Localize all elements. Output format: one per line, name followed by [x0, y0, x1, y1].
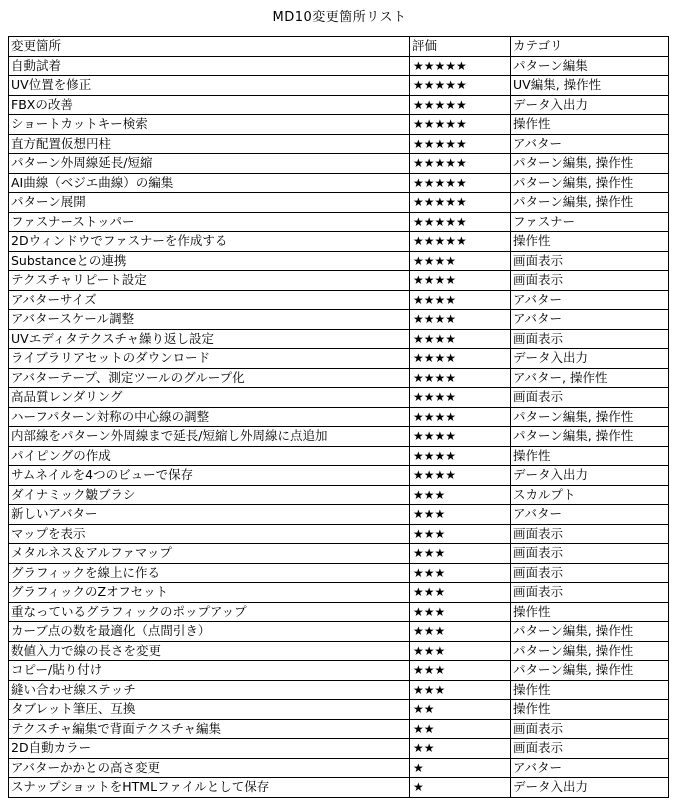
table-row — [9, 134, 669, 154]
rating-cell: ★★★★ — [410, 407, 511, 427]
category-cell: 画面表示 — [511, 524, 669, 544]
rating-cell: ★★★ — [410, 661, 511, 681]
category-cell: 画面表示 — [511, 251, 669, 271]
item-cell: UV位置を修正 — [9, 76, 410, 96]
item-cell: 2Dウィンドウでファスナーを作成する — [9, 232, 410, 252]
item-cell: グラフィックのZオフセット — [9, 583, 410, 603]
table-row — [9, 193, 669, 213]
rating-cell: ★★★ — [410, 680, 511, 700]
table-row — [9, 212, 669, 232]
item-cell: 重なっているグラフィックのポップアップ — [9, 602, 410, 622]
rating-cell: ★★ — [410, 739, 511, 759]
header-row — [9, 37, 669, 57]
rating-cell: ★★★★★ — [410, 56, 511, 76]
rating-cell: ★★★★★ — [410, 115, 511, 135]
rating-cell: ★★★★★ — [410, 232, 511, 252]
rating-cell: ★★★★ — [410, 329, 511, 349]
item-cell: アバターテープ、測定ツールのグループ化 — [9, 368, 410, 388]
rating-cell: ★★★ — [410, 505, 511, 525]
category-cell: アバター — [511, 134, 669, 154]
category-cell: 操作性 — [511, 446, 669, 466]
item-cell: アバタースケール調整 — [9, 310, 410, 330]
table-row — [9, 290, 669, 310]
category-cell: 操作性 — [511, 115, 669, 135]
rating-cell: ★★★★★ — [410, 193, 511, 213]
category-cell: パターン編集, 操作性 — [511, 661, 669, 681]
item-cell: ファスナーストッパー — [9, 212, 410, 232]
table-row — [9, 700, 669, 720]
header-category: カテゴリ — [511, 37, 669, 57]
category-cell: 画面表示 — [511, 583, 669, 603]
table-row — [9, 329, 669, 349]
item-cell: 縫い合わせ線ステッチ — [9, 680, 410, 700]
item-cell: Substanceとの連携 — [9, 251, 410, 271]
rating-cell: ★★★★ — [410, 251, 511, 271]
item-cell: UVエディタテクスチャ繰り返し設定 — [9, 329, 410, 349]
item-cell: パイピングの作成 — [9, 446, 410, 466]
table-row — [9, 563, 669, 583]
table-row — [9, 368, 669, 388]
category-cell: パターン編集, 操作性 — [511, 427, 669, 447]
item-cell: アバターサイズ — [9, 290, 410, 310]
rating-cell: ★★★ — [410, 485, 511, 505]
rating-cell: ★★★★ — [410, 388, 511, 408]
table-row — [9, 232, 669, 252]
item-cell: ショートカットキー検索 — [9, 115, 410, 135]
table-row — [9, 173, 669, 193]
table-row — [9, 758, 669, 778]
item-cell: ハーフパターン対称の中心線の調整 — [9, 407, 410, 427]
rating-cell: ★★★★ — [410, 427, 511, 447]
table-row — [9, 310, 669, 330]
item-cell: サムネイルを4つのビューで保存 — [9, 466, 410, 486]
table-row — [9, 56, 669, 76]
item-cell: 高品質レンダリング — [9, 388, 410, 408]
category-cell: 画面表示 — [511, 563, 669, 583]
category-cell: アバター, 操作性 — [511, 368, 669, 388]
category-cell: UV編集, 操作性 — [511, 76, 669, 96]
header-rating: 評価 — [410, 37, 511, 57]
table-row — [9, 388, 669, 408]
table-row — [9, 661, 669, 681]
item-cell: テクスチャ編集で背面テクスチャ編集 — [9, 719, 410, 739]
item-cell: AI曲線（ベジエ曲線）の編集 — [9, 173, 410, 193]
item-cell: ライブラリアセットのダウンロード — [9, 349, 410, 369]
item-cell: 自動試着 — [9, 56, 410, 76]
category-cell: パターン編集 — [511, 56, 669, 76]
table-row — [9, 719, 669, 739]
page-title: MD10変更箇所リスト — [272, 10, 407, 25]
item-cell: FBXの改善 — [9, 95, 410, 115]
table-row — [9, 446, 669, 466]
item-cell: 直方配置仮想円柱 — [9, 134, 410, 154]
category-cell: パターン編集, 操作性 — [511, 641, 669, 661]
category-cell: パターン編集, 操作性 — [511, 193, 669, 213]
table-row — [9, 349, 669, 369]
rating-cell: ★★★★★ — [410, 76, 511, 96]
item-cell: ダイナミック皺ブラシ — [9, 485, 410, 505]
table-row — [9, 680, 669, 700]
category-cell: 操作性 — [511, 232, 669, 252]
rating-cell: ★★★ — [410, 641, 511, 661]
item-cell: 数値入力で線の長さを変更 — [9, 641, 410, 661]
category-cell: パターン編集, 操作性 — [511, 407, 669, 427]
category-cell: 画面表示 — [511, 739, 669, 759]
rating-cell: ★★★ — [410, 544, 511, 564]
header-item: 変更箇所 — [9, 37, 410, 57]
table-row — [9, 524, 669, 544]
rating-cell: ★★★ — [410, 622, 511, 642]
rating-cell: ★★ — [410, 700, 511, 720]
table-row — [9, 427, 669, 447]
rating-cell: ★★★★ — [410, 349, 511, 369]
category-cell: データ入出力 — [511, 349, 669, 369]
category-cell: 操作性 — [511, 602, 669, 622]
category-cell: データ入出力 — [511, 466, 669, 486]
category-cell: 画面表示 — [511, 544, 669, 564]
rating-cell: ★★★ — [410, 602, 511, 622]
table-row — [9, 154, 669, 174]
category-cell: パターン編集, 操作性 — [511, 154, 669, 174]
item-cell: メタルネス＆アルファマップ — [9, 544, 410, 564]
category-cell: アバター — [511, 505, 669, 525]
table-row — [9, 622, 669, 642]
category-cell: スカルプト — [511, 485, 669, 505]
rating-cell: ★★★★ — [410, 466, 511, 486]
rating-cell: ★★★★★ — [410, 173, 511, 193]
category-cell: アバター — [511, 290, 669, 310]
table-row — [9, 466, 669, 486]
item-cell: 内部線をパターン外周線まで延長/短縮し外周線に点追加 — [9, 427, 410, 447]
item-cell: 2D自動カラー — [9, 739, 410, 759]
category-cell: 操作性 — [511, 680, 669, 700]
item-cell: スナップショットをHTMLファイルとして保存 — [9, 778, 410, 798]
table-row — [9, 95, 669, 115]
table-row — [9, 115, 669, 135]
category-cell: 画面表示 — [511, 388, 669, 408]
rating-cell: ★★★★ — [410, 368, 511, 388]
item-cell: 新しいアバター — [9, 505, 410, 525]
item-cell: コピー/貼り付け — [9, 661, 410, 681]
category-cell: データ入出力 — [511, 778, 669, 798]
rating-cell: ★★★★★ — [410, 95, 511, 115]
rating-cell: ★★★★★ — [410, 154, 511, 174]
category-cell: 操作性 — [511, 700, 669, 720]
category-cell: 画面表示 — [511, 329, 669, 349]
item-cell: マップを表示 — [9, 524, 410, 544]
rating-cell: ★★★★ — [410, 290, 511, 310]
category-cell: アバター — [511, 758, 669, 778]
change-list-table — [8, 36, 669, 798]
table-row — [9, 641, 669, 661]
category-cell: 画面表示 — [511, 271, 669, 291]
table-row — [9, 271, 669, 291]
item-cell: パターン外周線延長/短縮 — [9, 154, 410, 174]
item-cell: テクスチャリピート設定 — [9, 271, 410, 291]
rating-cell: ★★★★ — [410, 310, 511, 330]
item-cell: グラフィックを線上に作る — [9, 563, 410, 583]
item-cell: タブレット筆圧、互換 — [9, 700, 410, 720]
category-cell: パターン編集, 操作性 — [511, 622, 669, 642]
rating-cell: ★★★ — [410, 563, 511, 583]
table-row — [9, 778, 669, 798]
table-row — [9, 544, 669, 564]
rating-cell: ★ — [410, 758, 511, 778]
rating-cell: ★★★ — [410, 524, 511, 544]
rating-cell: ★★★★ — [410, 446, 511, 466]
table-row — [9, 76, 669, 96]
table-row — [9, 602, 669, 622]
category-cell: アバター — [511, 310, 669, 330]
category-cell: パターン編集, 操作性 — [511, 173, 669, 193]
table-row — [9, 485, 669, 505]
item-cell: アバターかかとの高さ変更 — [9, 758, 410, 778]
rating-cell: ★★ — [410, 719, 511, 739]
table-row — [9, 251, 669, 271]
category-cell: ファスナー — [511, 212, 669, 232]
rating-cell: ★ — [410, 778, 511, 798]
rating-cell: ★★★ — [410, 583, 511, 603]
table-row — [9, 505, 669, 525]
category-cell: データ入出力 — [511, 95, 669, 115]
item-cell: カーブ点の数を最適化（点間引き） — [9, 622, 410, 642]
item-cell: パターン展開 — [9, 193, 410, 213]
table-row — [9, 583, 669, 603]
table-row — [9, 407, 669, 427]
category-cell: 画面表示 — [511, 719, 669, 739]
rating-cell: ★★★★ — [410, 271, 511, 291]
table-row — [9, 739, 669, 759]
rating-cell: ★★★★★ — [410, 134, 511, 154]
rating-cell: ★★★★★ — [410, 212, 511, 232]
